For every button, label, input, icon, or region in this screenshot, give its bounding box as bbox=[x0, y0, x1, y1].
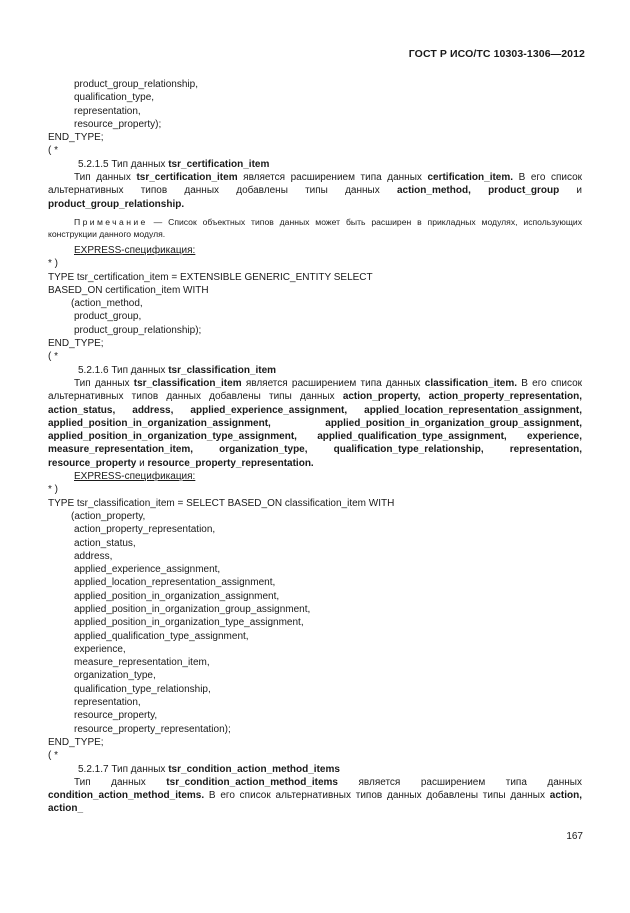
code-line: applied_qualification_type_assignment, bbox=[74, 630, 249, 642]
section-heading-5-2-1-5: 5.2.1.5 Тип данных tsr_certification_item bbox=[78, 158, 270, 170]
code-line: address, bbox=[74, 550, 113, 562]
code-line: resource_property, bbox=[74, 710, 158, 722]
note-label: Примечание bbox=[74, 216, 148, 227]
code-line: END_TYPE; bbox=[48, 132, 104, 144]
code-line: resource_property); bbox=[74, 118, 162, 130]
note-paragraph: Примечание — Список объектных типов данных может быть расширен в прикладных модулях, использующих конструкции данного модуля. bbox=[48, 216, 582, 239]
code-line: product_group_relationship, bbox=[74, 79, 198, 90]
page-header: ГОСТ Р ИСО/ТС 10303-1306—2012 bbox=[408, 48, 585, 60]
code-line: applied_experience_assignment, bbox=[74, 564, 221, 576]
code-line: applied_position_in_organization_assignment, bbox=[74, 590, 280, 602]
code-line: applied_position_in_organization_group_assignment, bbox=[74, 603, 311, 615]
code-line: * ) bbox=[48, 258, 58, 270]
code-line: ( * bbox=[48, 145, 58, 157]
code-line: * ) bbox=[48, 484, 58, 496]
code-line: applied_location_representation_assignment, bbox=[74, 577, 276, 589]
code-line: TYPE tsr_certification_item = EXTENSIBLE GENERIC_ENTITY SELECT bbox=[48, 271, 373, 283]
code-line: (action_property, bbox=[71, 510, 146, 522]
code-line: BASED_ON certification_item WITH bbox=[48, 284, 209, 296]
paragraph-condition-action-method-items: Тип данных tsr_condition_action_method_items является расширением типа данных condition_action_method_items. В его список альтернативных типов данных добавлены типы данных action, action_ bbox=[48, 776, 582, 815]
code-line: TYPE tsr_classification_item = SELECT BASED_ON classification_item WITH bbox=[48, 497, 395, 509]
code-line: END_TYPE; bbox=[48, 338, 104, 350]
code-line: END_TYPE; bbox=[48, 736, 104, 748]
code-line: measure_representation_item, bbox=[74, 657, 210, 669]
section-heading-5-2-1-7: 5.2.1.7 Тип данных tsr_condition_action_method_items bbox=[78, 763, 340, 775]
code-line: product_group, bbox=[74, 311, 142, 323]
code-line: resource_property_representation); bbox=[74, 723, 231, 735]
code-line: ( * bbox=[48, 750, 58, 762]
paragraph-certification-item: Тип данных tsr_certification_item является расширением типа данных certification_item. В его список альтернативных типов данных добавлены типы данных action_method, product_group и product_group_relationship. bbox=[48, 172, 583, 210]
classification-item-list bbox=[48, 523, 582, 736]
document-body bbox=[48, 78, 582, 816]
code-line: qualification_type_relationship, bbox=[74, 683, 211, 695]
code-block-1 bbox=[48, 78, 582, 158]
code-line: product_group_relationship); bbox=[74, 324, 202, 336]
code-line: ( * bbox=[48, 351, 58, 363]
paragraph-classification-item: Тип данных tsr_classification_item является расширением типа данных classification_item. В его список альтернативных типов данных добавлены типы данных action_property, action_property_representation, action_status, address, applied_experience_assignment, applied_location_representation_assignment, applied_position_in_organization_assignment, applied_position_in_organization_group_assignment, applied_position_in_organization_type_assignment, applied_qualification_type_assignment, experience, measure_representation_item, organization_type, qualification_type_relationship, representation, resource_property и resource_property_representation. bbox=[48, 377, 583, 469]
code-line: qualification_type, bbox=[74, 92, 155, 104]
code-line: (action_method, bbox=[71, 298, 143, 310]
code-line: organization_type, bbox=[74, 670, 156, 682]
section-heading-5-2-1-6: 5.2.1.6 Тип данных tsr_classification_item bbox=[78, 364, 277, 376]
code-line: representation, bbox=[74, 697, 141, 709]
code-line: applied_position_in_organization_type_assignment, bbox=[74, 617, 304, 629]
express-spec-label: EXPRESS-спецификация: bbox=[74, 471, 196, 483]
code-line: action_property_representation, bbox=[74, 524, 216, 536]
code-line: action_status, bbox=[74, 537, 136, 549]
code-line: experience, bbox=[74, 643, 126, 655]
code-line: representation, bbox=[74, 105, 141, 117]
page-number: 167 bbox=[566, 831, 583, 842]
express-spec-label: EXPRESS-спецификация: bbox=[74, 244, 196, 256]
